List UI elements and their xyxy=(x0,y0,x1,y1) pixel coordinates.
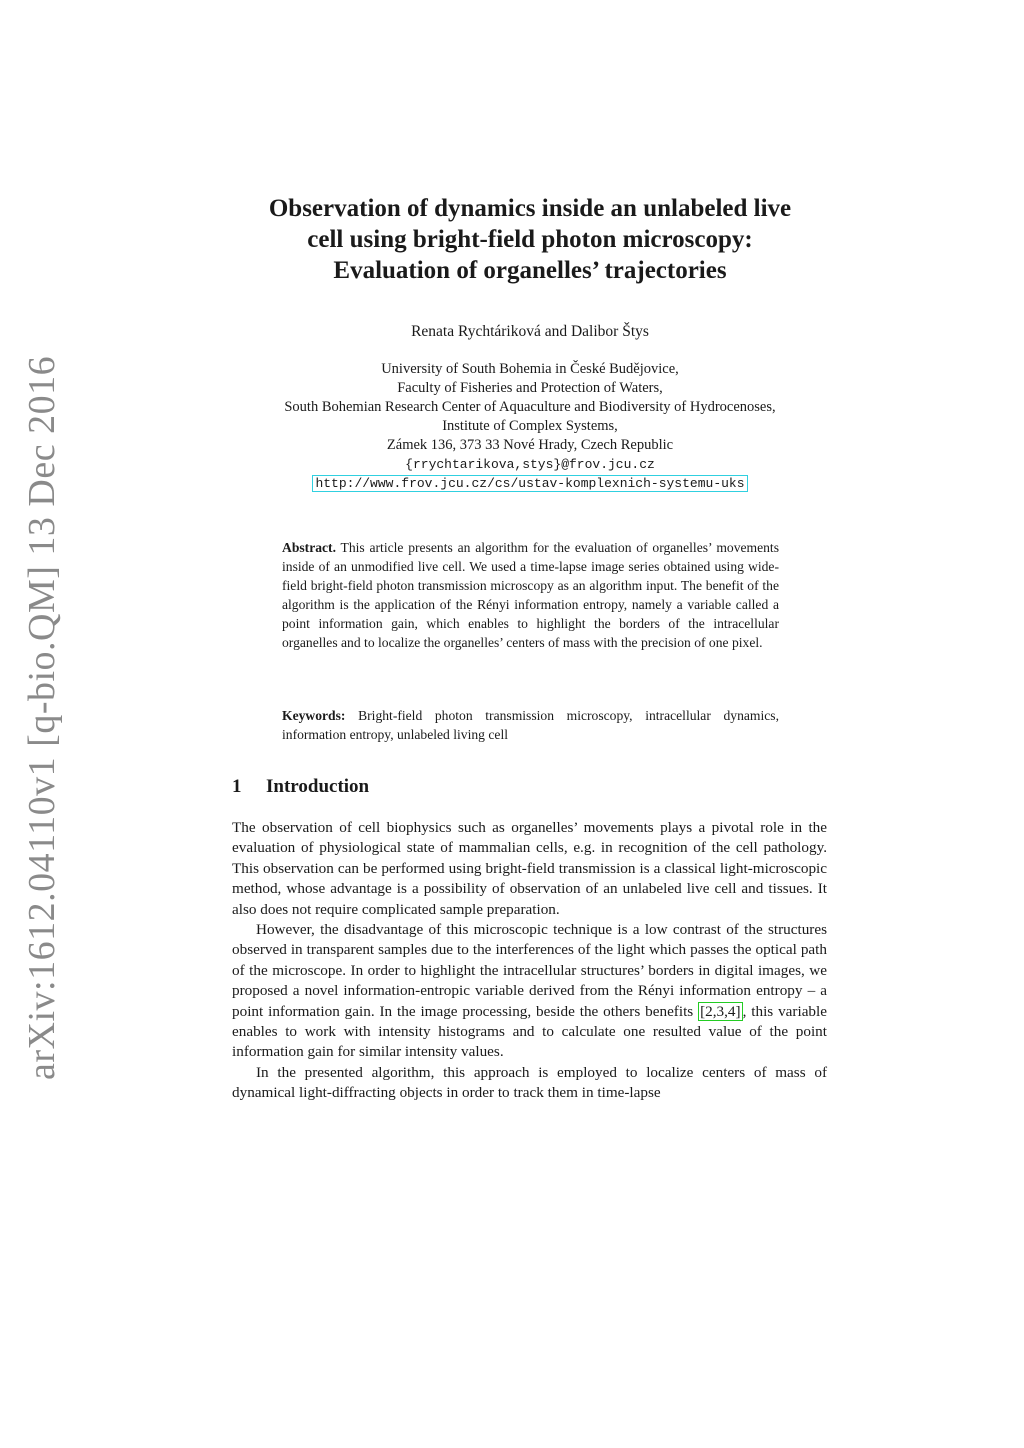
keywords-text: Bright-field photon transmission microscopy, intracellular dynamics, information entropy, unlabeled living cell xyxy=(282,708,779,742)
keywords-label: Keywords: xyxy=(282,708,346,723)
section-title: Introduction xyxy=(266,776,370,797)
affiliation xyxy=(200,360,860,493)
abstract xyxy=(282,538,779,652)
affiliation-line: Faculty of Fisheries and Protection of Waters, xyxy=(397,380,663,396)
keywords xyxy=(282,706,779,744)
section-body xyxy=(232,818,827,1104)
abstract-label: Abstract. xyxy=(282,540,336,555)
paper-title xyxy=(200,193,860,286)
abstract-text: This article presents an algorithm for the evaluation of organelles’ movements inside of an unmodified live cell. We used a time-lapse image series obtained using wide-field bright-field photon transmission microscopy as an algorithm input. The benefit of the algorithm is the application of the Rényi information entropy, namely a variable called a point information gain, which enables to highlight the borders of the intracellular organelles and to localize the organelles’ centers of mass with the precision of one pixel. xyxy=(282,540,779,650)
affiliation-line: Zámek 136, 373 33 Nové Hrady, Czech Republic xyxy=(386,437,674,453)
authors: Renata Rychtáriková and Dalibor Štys xyxy=(411,323,649,340)
paragraph-text: , this variable enables to work with intensity histograms and to calculate one resulted value of the point information gain for similar intensity values. xyxy=(232,1002,827,1061)
affiliation-line: South Bohemian Research Center of Aquaculture and Biodiversity of Hydrocenoses, xyxy=(284,399,776,415)
affiliation-line: University of South Bohemia in České Budějovice, xyxy=(381,361,679,377)
institute-url-link[interactable]: http://www.frov.jcu.cz/cs/ustav-komplexnich-systemu-uks xyxy=(312,475,747,492)
title-line: Evaluation of organelles’ trajectories xyxy=(333,257,727,284)
paragraph: The observation of cell biophysics such as organelles’ movements plays a pivotal role in the evaluation of physiological state of mammalian cells, e.g. in recognition of the cell pathology. This observation can be performed using bright-field transmission is a classical light-microscopic method, whose advantage is a possibility of observation of an unlabeled live cell and tissues. It also does not require complicated sample preparation. xyxy=(232,819,827,918)
citation-link[interactable]: [2,3,4] xyxy=(700,1002,741,1020)
paragraph xyxy=(232,920,827,1063)
affiliation-line: Institute of Complex Systems, xyxy=(442,418,618,434)
arxiv-stamp[interactable]: arXiv:1612.04110v1 [q-bio.QM] 13 Dec 2016 xyxy=(21,355,63,1080)
paragraph: In the presented algorithm, this approach is employed to localize centers of mass of dynamical light-diffracting objects in order to track them in time-lapse xyxy=(232,1063,827,1102)
paragraph-text: However, the disadvantage of this microscopic technique is a low contrast of the structures observed in transparent samples due to the interferences of the light which passes the optical path of the microscope. In order to highlight the intracellular structures’ borders in digital images, we proposed a novel information-entropic variable derived from the Rényi information entropy – a point information gain. In the image processing, beside the others benefits xyxy=(232,921,827,1020)
email-address: {rrychtarikova,stys}@frov.jcu.cz xyxy=(405,457,655,472)
title-line: Observation of dynamics inside an unlabeled live xyxy=(268,195,792,222)
title-line: cell using bright-field photon microscopy: xyxy=(307,226,753,253)
section-number: 1 xyxy=(232,776,242,797)
section-heading xyxy=(232,776,369,798)
